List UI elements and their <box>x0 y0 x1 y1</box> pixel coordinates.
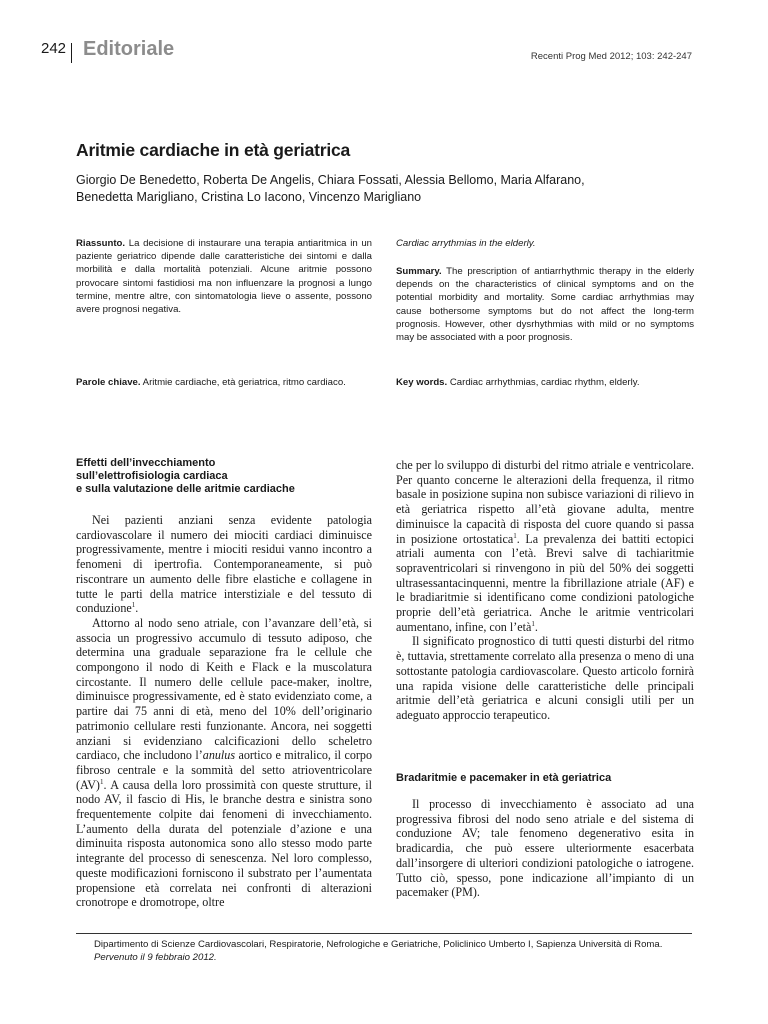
keywords-english <box>396 376 694 389</box>
citation-ref: 1 <box>131 601 136 610</box>
paragraph: Il processo di invecchiamento è associato ad una progressiva fibrosi del nodo seno atriale e del sistema di conduzione AV; tale fenomeno degenerativo esita in bradicardia, che può essere ulteriormente esacerbata dall’insorgere di ulteriori condizioni patologiche o iatrogene. Tutto ciò, spesso, pone indicazione all’impianto di un pacemaker (PM). <box>396 797 694 900</box>
paragraph: Il significato prognostico di tutti questi disturbi del ritmo è, tuttavia, strettamente correlato alla presenza o meno di una sottostante patologia cardiovascolare. Questo articolo fornirà una rapida visione delle caratteristiche delle principali aritmie dell’età geriatrica e alcuni consigli utili per un adeguato approccio terapeutico. <box>396 634 694 722</box>
body-column-left <box>76 513 372 910</box>
heading-line: Effetti dell’invecchiamento <box>76 457 216 469</box>
footnote-divider <box>76 933 692 934</box>
paragraph-text: che per lo sviluppo di disturbi del ritmo atriale e ventricolare. Per quanto concerne le alterazioni della frequenza, il ritmo basale in posizione supina non subisce variazioni di rilievo in età geriatrica rispetto all’età giovane adulta, mentre diminuisce la capacità di risposta del cuore quando si passa in posizione ortostatica <box>396 458 694 546</box>
body-column-right <box>396 458 694 723</box>
paragraph-text: . A causa della loro prossimità con queste strutture, il nodo AV, il fascio di His, le branche destra e sinistra sono frequentemente colpite dai fenomeni di invecchiamento. L’aumento della durata del potenziale d’azione e una diminuita risposta autonomica sono allo stesso modo parte integrante del processo di senescenza. Nel loro complesso, queste modificazioni forniscono il substrato per l’aumentata propensione età correlata nei confronti di alterazioni cronotrope e dromotrope, oltre <box>76 777 372 910</box>
author-line: Benedetta Marigliano, Cristina Lo Iacono, Vincenzo Marigliano <box>76 190 422 204</box>
citation-ref: 1 <box>513 531 517 540</box>
citation-ref: 1 <box>531 619 535 628</box>
heading-line: sull’elettrofisiologia cardiaca <box>76 470 228 482</box>
abstract-italian <box>76 237 372 316</box>
paragraph <box>76 513 372 616</box>
paragraph <box>76 616 372 910</box>
paragraph-text: . La prevalenza dei battiti ectopici atriali aumenta con l’età. Brevi salve di tachiaritmie sopraventricolari si rinvengono in più del 50% dei soggetti ultrasessantacinquenni, mentre la fibrillazione atriale (AF) e le bradiaritmie si identificano come condizioni patologiche proprie dell’età geriatrica. Anche le aritmie ventricolari aumentano, infine, con l’età <box>396 531 694 634</box>
abstract-label: Riassunto. <box>76 238 126 249</box>
paragraph-text: . <box>534 619 538 634</box>
journal-citation: Recenti Prog Med 2012; 103: 242-247 <box>530 51 692 62</box>
keywords-label: Key words. <box>396 377 448 388</box>
paragraph-text: . <box>135 601 139 616</box>
keywords-label: Parole chiave. <box>76 377 141 388</box>
english-title: Cardiac arrythmias in the elderly. <box>396 238 536 249</box>
author-list <box>76 172 636 206</box>
keywords-text: Cardiac arrhythmias, cardiac rhythm, elderly. <box>449 377 640 388</box>
footnote <box>94 938 714 964</box>
abstract-text: La decisione di instaurare una terapia antiaritmica in un paziente geriatrico dipende dalle caratteristiche dei sintomi e dalla morbilità e dalla mortalità potenziali. Alcune aritmie possono provocare sintomi fastidiosi ma non influenzare la prognosi a lungo termine, mentre altre, con sintomatologia lieve o assente, possono avere prognosi negativa. <box>76 238 373 316</box>
italic-term: anulus <box>202 748 236 763</box>
section-heading <box>76 457 372 496</box>
paragraph-text: Nei pazienti anziani senza evidente patologia cardiovascolare il numero dei miociti cardiaci diminuisce progressivamente, mentre i miociti residui vanno incontro a fenomeni di ipertrofia. Contemporaneamente, si può riscontrare un aumento delle fibre elastiche e collagene in tutte le parti della matrice interstiziale e del tessuto di conduzione <box>76 513 372 616</box>
citation-ref: 1 <box>99 777 104 786</box>
paragraph-text: aortico e mitralico, il corpo fibroso centrale e la sommità del setto atrioventricolare (AV) <box>76 748 372 792</box>
summary-text: The prescription of antiarrhythmic therapy in the elderly depends on the characteristics of clinical symptoms and on the potential morbidity and mortality. Some cardiac arrhythmias may cause bothersome symptoms but do not affect the long-term prognosis. However, other dysrhythmias with mild or no symptoms may be associated with a poor prognosis. <box>396 266 695 344</box>
section-heading: Bradaritmie e pacemaker in età geriatrica <box>396 772 612 784</box>
header-divider <box>71 43 72 63</box>
keywords-text: Aritmie cardiache, età geriatrica, ritmo cardiaco. <box>142 377 346 388</box>
author-line: Giorgio De Benedetto, Roberta De Angelis, Chiara Fossati, Alessia Bellomo, Maria Alfarano, <box>76 173 585 187</box>
heading-line: e sulla valutazione delle aritmie cardiache <box>76 483 295 495</box>
summary-label: Summary. <box>396 266 442 277</box>
article-title: Aritmie cardiache in età geriatrica <box>76 140 351 160</box>
page-number: 242 <box>41 40 67 57</box>
paragraph-text: Attorno al nodo seno atriale, con l’avanzare dell’età, si associa un progressivo accumulo di tessuto adiposo, che determina una graduale separazione fra le cellule che compongono il nodo di Keith e Flack e la muscolatura circostante. Il numero delle cellule pace-maker, inoltre, diminuisce progressivamente, ed è stato evidenziato come, a partire dai 75 anni di età, meno del 10% dell’originario patrimonio cellulare resti funzionante. Ancora, nei soggetti anziani si evidenziano calcificazioni dello scheletro cardiaco, che includono l’ <box>76 615 372 763</box>
body-column-right <box>396 797 694 900</box>
abstract-english <box>396 265 694 344</box>
received-date: Pervenuto il 9 febbraio 2012. <box>94 952 217 963</box>
section-label: Editoriale <box>83 38 175 60</box>
keywords-italian <box>76 376 372 389</box>
affiliation: Dipartimento di Scienze Cardiovascolari, Respiratorie, Nefrologiche e Geriatriche, Policlinico Umberto I, Sapienza Università di Roma. <box>94 939 663 950</box>
paragraph <box>396 458 694 634</box>
